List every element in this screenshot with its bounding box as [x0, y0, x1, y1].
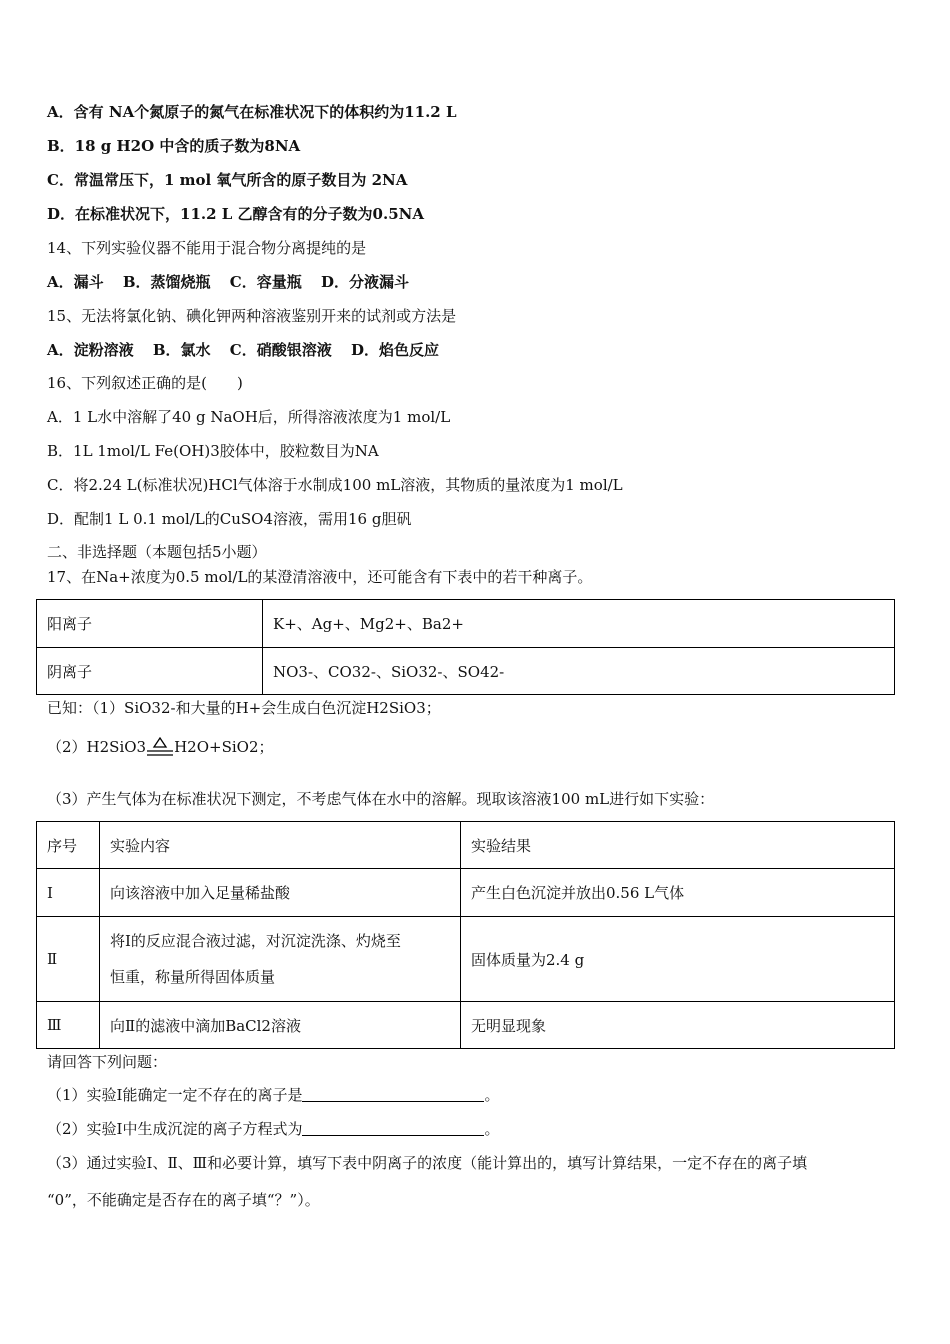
sub-question-2-end: 。 — [484, 1120, 500, 1138]
q16-option-c: C．将2.24 L(标准状况)HCl气体溶于水制成100 mL溶液，其物质的量浓度为1 mol/L — [47, 476, 623, 494]
exp-content-text: 向Ⅱ的滤液中滴加BaCl2溶液 — [110, 1016, 301, 1035]
exp-content-cell — [100, 869, 461, 917]
q16-option-b: B．1L 1mol/L Fe(OH)3胶体中，胶粒数目为NA — [47, 442, 379, 460]
table-row — [37, 1002, 895, 1049]
q16-option-d: D．配制1 L 0.1 mol/L的CuSO4溶液，需用16 g胆矾 — [47, 510, 412, 528]
ion-table-row — [37, 600, 895, 648]
q15-stem: 15、无法将氯化钠、碘化钾两种溶液鉴别开来的试剂或方法是 — [47, 307, 457, 325]
q15-option-c: C．硝酸银溶液 — [229, 341, 332, 359]
q14-stem: 14、下列实验仪器不能用于混合物分离提纯的是 — [47, 239, 367, 257]
q15-option-d: D．焰色反应 — [350, 341, 439, 359]
exp-result-cell: 产生白色沉淀并放出0.56 L气体 — [461, 869, 895, 917]
exp-content-cell — [100, 917, 461, 1002]
sub-question-2-text: （2）实验Ⅰ中生成沉淀的离子方程式为 — [47, 1120, 303, 1138]
ion-table-row — [37, 648, 895, 695]
header-cell: 实验结果 — [461, 822, 895, 869]
sub-question-1-text: （1）实验Ⅰ能确定一定不存在的离子是 — [47, 1086, 303, 1104]
exp-content-text: 将Ⅰ的反应混合液过滤，对沉淀洗涤、灼烧至 — [110, 932, 401, 950]
known-condition-3: （3）产生气体为在标准状况下测定，不考虑气体在水中的溶解。现取该溶液100 mL进行如下实验： — [47, 790, 715, 808]
answer-blank-1[interactable] — [302, 1087, 484, 1102]
q14-options — [47, 271, 423, 293]
q14-option-d: D．分液漏斗 — [320, 273, 409, 291]
sub-question-2 — [47, 1118, 500, 1140]
experiment-table — [36, 821, 895, 1049]
q13-option-a: A．含有 NA个氮原子的氮气在标准状况下的体积约为11.2 L — [47, 103, 457, 121]
exp-result-cell: 无明显现象 — [461, 1002, 895, 1049]
q14-option-b: B．蒸馏烧瓶 — [122, 273, 211, 291]
exp-number-cell: Ⅲ — [37, 1002, 100, 1049]
ion-label-cell: 阳离子 — [37, 600, 263, 648]
q15-option-b: B．氯水 — [152, 341, 211, 359]
exp-result-cell: 固体质量为2.4 g — [461, 917, 895, 1002]
table-header-row — [37, 822, 895, 869]
q14-option-a: A．漏斗 — [47, 273, 104, 291]
ion-list-cell: NO3-、CO32-、SiO32-、SO42- — [263, 648, 895, 695]
q14-option-c: C．容量瓶 — [229, 273, 302, 291]
q17-stem: 17、在Na+浓度为0.5 mol/L的某澄清溶液中，还可能含有下表中的若干种离子。 — [47, 568, 593, 586]
exp-number-cell: Ⅰ — [37, 869, 100, 917]
q15-option-a: A．淀粉溶液 — [47, 341, 134, 359]
sub-question-3-line-1: （3）通过实验Ⅰ、Ⅱ、Ⅲ和必要计算，填写下表中阴离子的浓度（能计算出的，填写计算结果，一定不存在的离子填 — [47, 1154, 808, 1172]
ion-list-cell: K+、Ag+、Mg2+、Ba2+ — [263, 600, 895, 648]
exp-content-cell — [100, 1002, 461, 1049]
equation-right: H2O+SiO2； — [174, 738, 274, 756]
q13-option-c: C．常温常压下，1 mol 氧气所含的原子数目为 2NA — [47, 171, 408, 189]
known-condition-2 — [47, 736, 274, 759]
exp-content-text: 恒重，称量所得固体质量 — [110, 968, 276, 986]
exp-content-text: 向该溶液中加入足量稀盐酸 — [110, 884, 291, 902]
q16-option-a: A．1 L水中溶解了40 g NaOH后，所得溶液浓度为1 mol/L — [47, 408, 451, 426]
table-row — [37, 869, 895, 917]
exp-number-cell: Ⅱ — [37, 917, 100, 1002]
q13-option-d: D．在标准状况下，11.2 L 乙醇含有的分子数为0.5NA — [47, 205, 424, 223]
q15-options — [47, 339, 453, 361]
table-row — [37, 917, 895, 1002]
sub-question-1 — [47, 1084, 500, 1106]
ion-table — [36, 599, 895, 695]
questions-intro: 请回答下列问题： — [47, 1053, 168, 1071]
q16-stem: 16、下列叙述正确的是( ) — [47, 374, 243, 392]
known-condition-1: 已知：（1）SiO32-和大量的H+会生成白色沉淀H2SiO3； — [47, 699, 441, 717]
answer-blank-2[interactable] — [302, 1121, 484, 1136]
header-cell: 序号 — [37, 822, 100, 869]
q13-option-b: B．18 g H2O 中含的质子数为8NA — [47, 137, 301, 155]
header-cell: 实验内容 — [100, 822, 461, 869]
sub-question-3-line-2: “0”，不能确定是否存在的离子填“？”）。 — [47, 1191, 320, 1209]
sub-question-1-end: 。 — [484, 1086, 500, 1104]
heat-arrow-icon — [146, 737, 174, 759]
equation-left: （2）H2SiO3 — [47, 738, 147, 756]
ion-label-cell: 阴离子 — [37, 648, 263, 695]
section-heading: 二、非选择题（本题包括5小题） — [47, 543, 267, 561]
